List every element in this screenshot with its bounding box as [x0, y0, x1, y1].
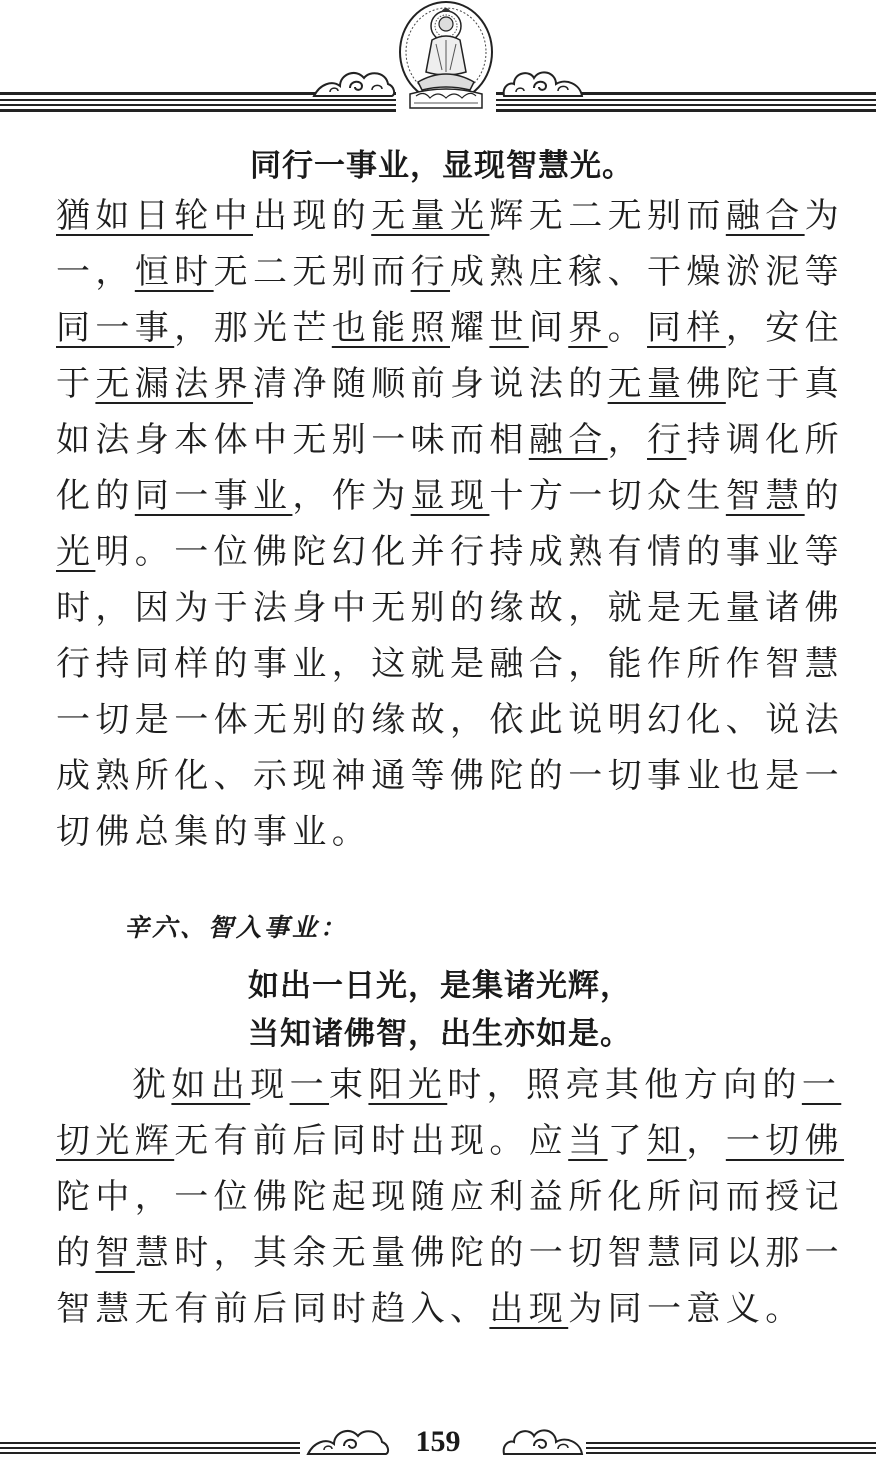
underlined-text: 一切佛 [725, 1121, 845, 1161]
text-segment: ，作为 [292, 476, 411, 516]
text-line [56, 468, 844, 517]
text-segment: 了 [607, 1121, 648, 1161]
cloud-ornament-icon [310, 66, 396, 100]
underlined-text: 猶如日轮中 [56, 196, 253, 236]
text-segment: 现 [250, 1065, 290, 1105]
text-segment: 陀于真 [725, 364, 845, 404]
text-line [56, 412, 844, 461]
text-segment: 一， [56, 252, 135, 292]
text-segment: 的 [56, 1233, 96, 1273]
underlined-text: 出现 [489, 1289, 569, 1329]
text-segment: ， [607, 420, 648, 460]
text-segment: 间 [528, 308, 569, 348]
underlined-text: 融合 [528, 420, 608, 460]
text-segment: 于 [56, 364, 96, 404]
text-segment: 束 [329, 1065, 369, 1105]
text-segment: ，那光芒 [174, 308, 332, 348]
underlined-text: 智慧 [725, 476, 805, 516]
section-heading: 辛六、智入事业： [124, 913, 349, 942]
text-segment: 化的 [56, 476, 135, 516]
text-segment: 辉无二无别而 [489, 196, 726, 236]
verse-line: 如出一日光，是集诸光辉， [248, 968, 632, 1004]
underlined-text: 无漏法界 [95, 364, 254, 404]
underlined-text: 世 [489, 308, 529, 348]
text-line [56, 1225, 844, 1274]
text-segment: ，安住 [725, 308, 845, 348]
text-line [56, 524, 844, 573]
text-segment: 成熟所化、示现神通等佛陀的一切事业也是一 [56, 756, 844, 796]
underlined-text: 同样 [647, 308, 726, 348]
text-line [56, 692, 844, 741]
underlined-text: 显现 [410, 476, 490, 516]
underlined-text: 切光辉 [56, 1121, 175, 1161]
text-segment: 出现的 [253, 196, 372, 236]
text-line [56, 244, 844, 293]
underlined-text: 同一事 [56, 308, 175, 348]
underlined-text: 融合 [725, 196, 805, 236]
text-line [56, 636, 844, 685]
underlined-text: 光 [56, 532, 96, 572]
text-segment: 为 [804, 196, 845, 236]
underlined-text: 如出 [171, 1065, 251, 1105]
cloud-ornament-icon [500, 66, 586, 100]
text-segment: 无二无别而 [213, 252, 411, 292]
text-segment: 如法身本体中无别一味而相 [56, 420, 529, 460]
verse-line: 同行一事业，显现智慧光。 [250, 148, 634, 184]
underlined-text: 无量光 [371, 196, 490, 236]
underlined-text: 知 [647, 1121, 687, 1161]
verse-line: 当知诸佛智，出生亦如是。 [248, 1016, 632, 1052]
underlined-text: 界 [568, 308, 608, 348]
text-segment: 。 [607, 308, 648, 348]
underlined-text: 恒时 [134, 252, 214, 292]
text-segment: 行持同样的事业，这就是融合，能作所作智慧 [56, 644, 844, 684]
text-line [132, 1057, 841, 1106]
underlined-text: 行 [647, 420, 687, 460]
underlined-text: 一 [289, 1065, 330, 1105]
underlined-text: 阳光 [368, 1065, 448, 1105]
text-segment: 的 [804, 476, 845, 516]
text-segment: 无有前后同时出现。应 [174, 1121, 569, 1161]
text-line [56, 300, 844, 349]
text-line [56, 1281, 805, 1330]
underlined-text: 一 [801, 1065, 842, 1105]
text-segment: 慧时，其余无量佛陀的一切智慧同以那一 [134, 1233, 845, 1273]
text-segment: 为同一意义。 [568, 1289, 805, 1329]
page-number: 159 [415, 1425, 461, 1458]
text-segment: 犹 [132, 1065, 172, 1105]
text-line [56, 580, 844, 629]
text-segment: 耀 [450, 308, 490, 348]
buddha-emblem-icon [396, 0, 496, 112]
text-segment: ， [686, 1121, 726, 1161]
text-segment: 切佛总集的事业。 [56, 812, 372, 852]
text-segment: 智慧无有前后同时趋入、 [56, 1289, 490, 1329]
text-line [56, 188, 844, 237]
text-segment: 清净随顺前身说法的 [253, 364, 608, 404]
text-segment: 成熟庄稼、干燥淤泥等 [450, 252, 845, 292]
text-segment: 时，照亮其他方向的 [447, 1065, 802, 1105]
underlined-text: 同一事业 [134, 476, 293, 516]
text-line [56, 1169, 844, 1218]
text-segment: 持调化所 [686, 420, 845, 460]
text-line [56, 356, 844, 405]
text-line [56, 1113, 844, 1162]
text-segment: 时，因为于法身中无别的缘故，就是无量诸佛 [56, 588, 844, 628]
underlined-text: 行 [410, 252, 451, 292]
underlined-text: 当 [568, 1121, 608, 1161]
underlined-text: 也能照 [331, 308, 451, 348]
text-segment: 一切是一体无别的缘故，依此说明幻化、说法 [56, 700, 844, 740]
underlined-text: 智 [95, 1233, 135, 1273]
underlined-text: 无量佛 [607, 364, 726, 404]
text-segment: 明。一位佛陀幻化并行持成熟有情的事业等 [95, 532, 845, 572]
text-segment: 陀中，一位佛陀起现随应利益所化所问而授记 [56, 1177, 844, 1217]
text-line [56, 804, 371, 853]
text-line [56, 748, 844, 797]
text-segment: 十方一切众生 [489, 476, 726, 516]
